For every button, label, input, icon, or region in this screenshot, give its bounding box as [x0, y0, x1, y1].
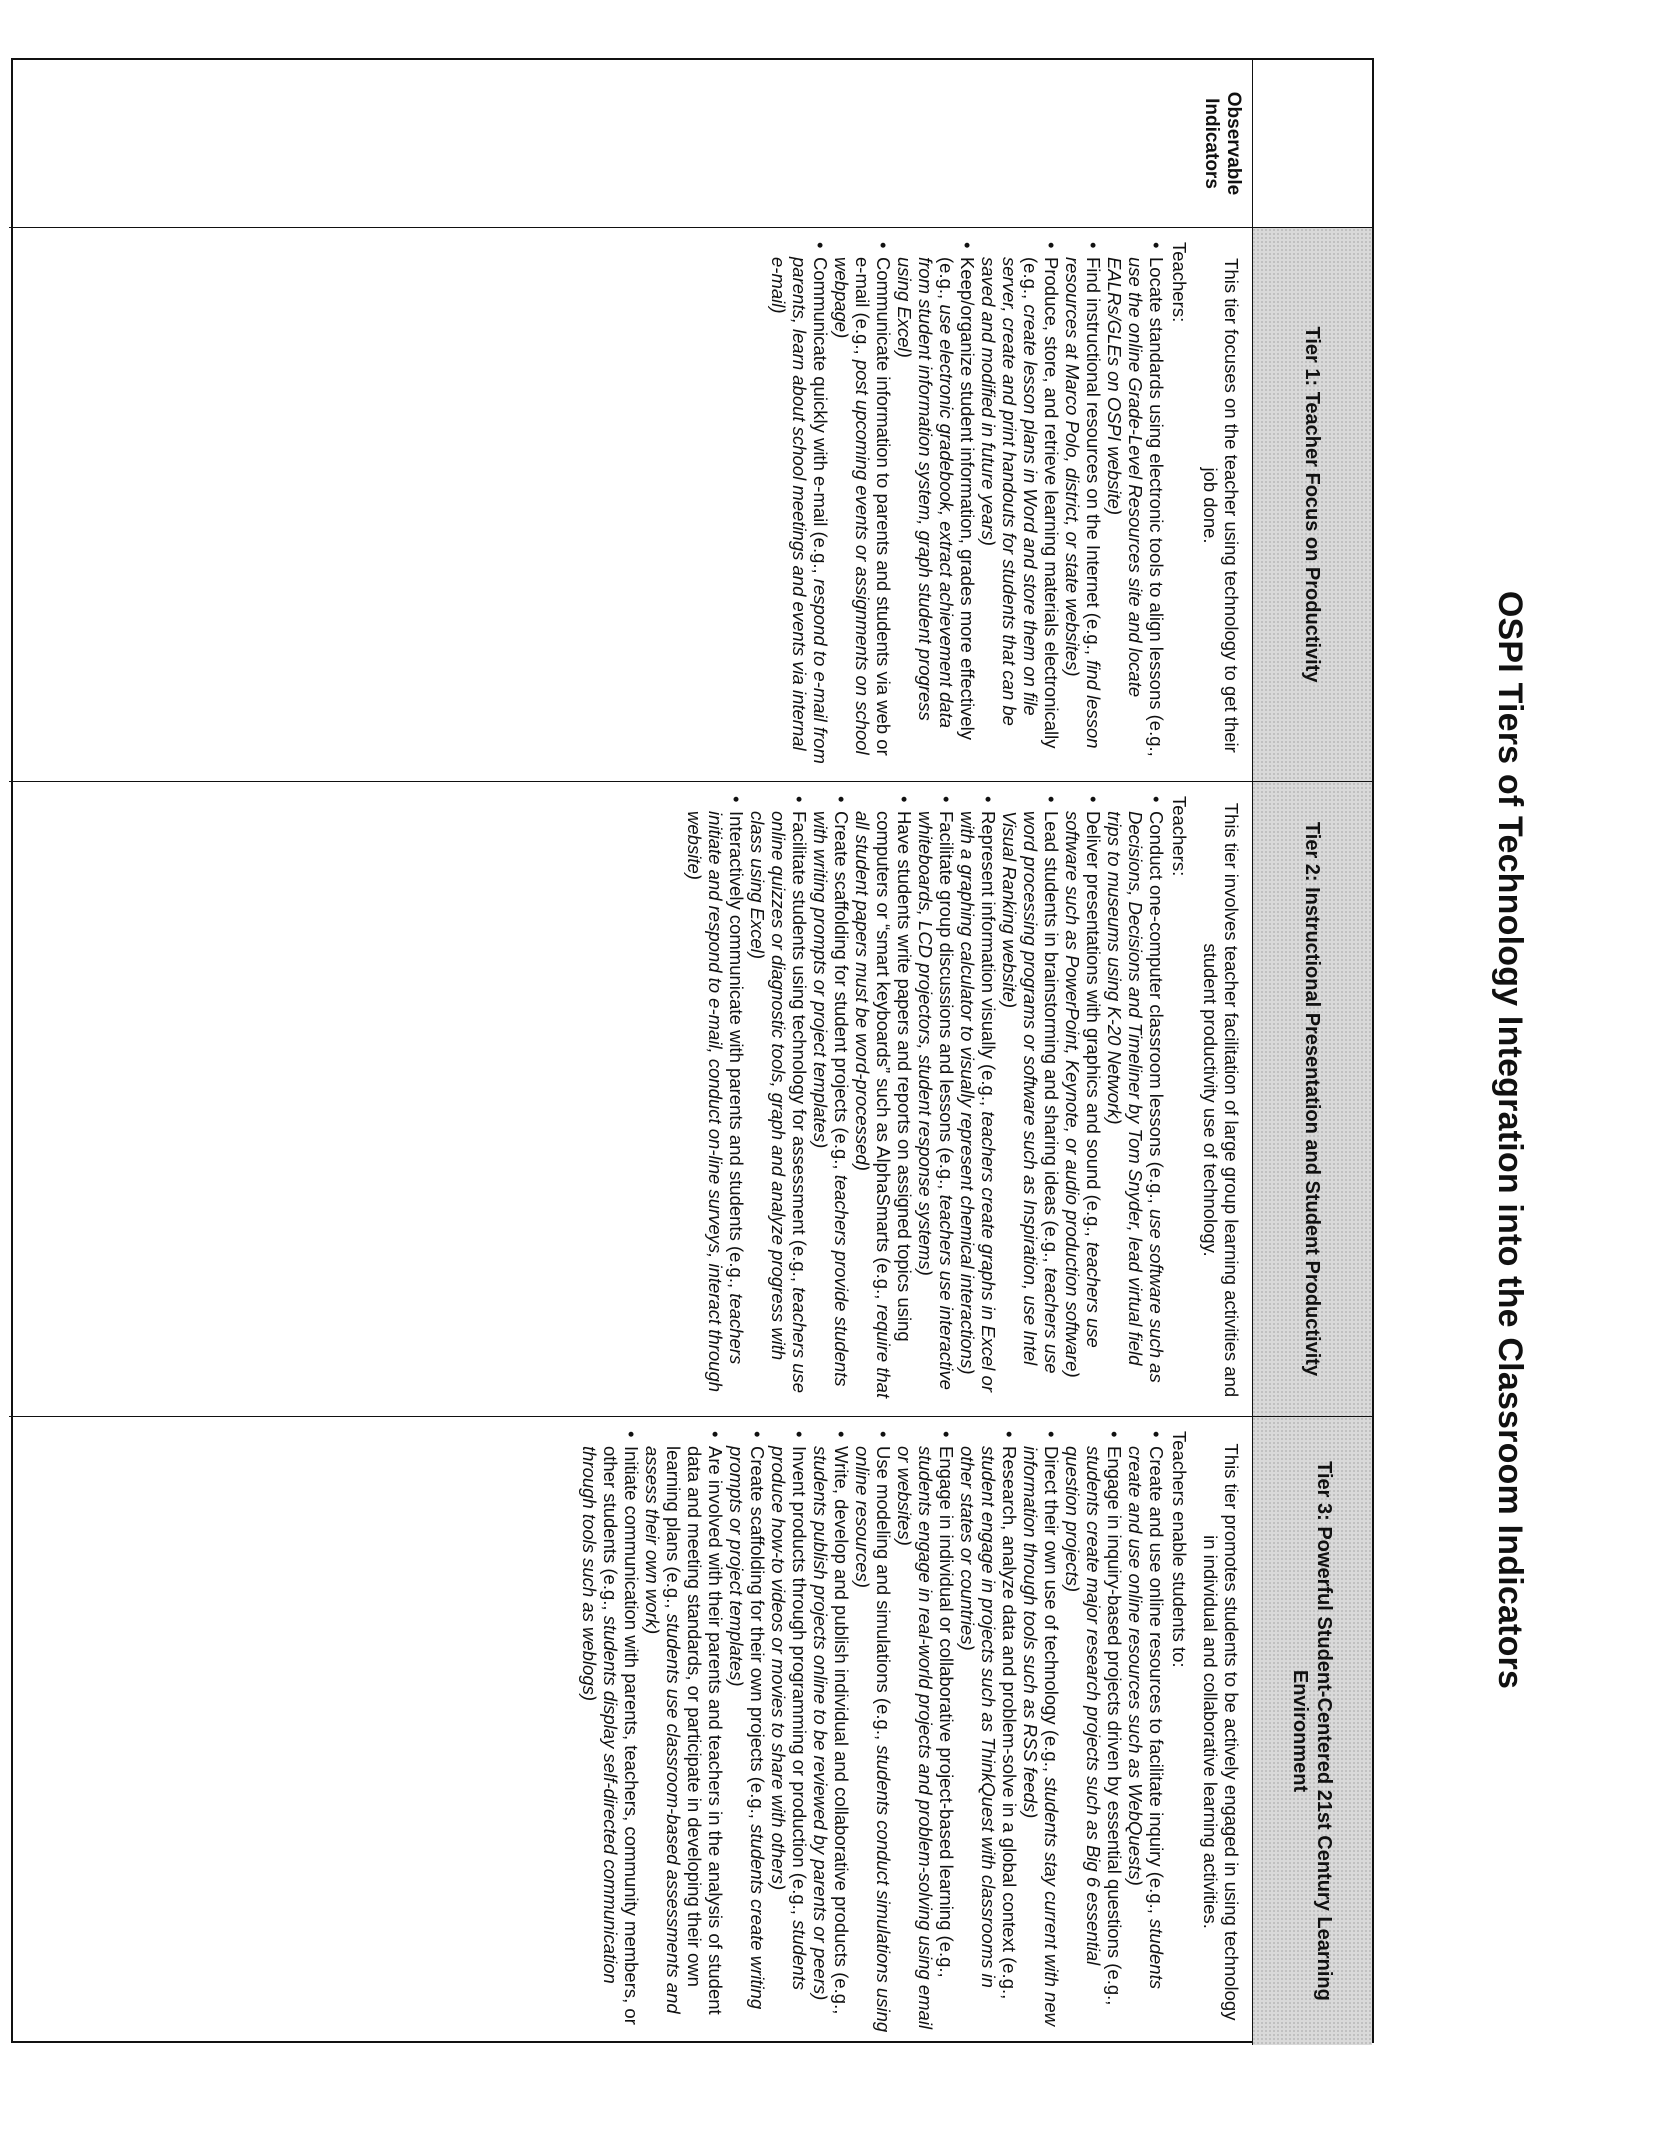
indicator-example: teachers provide students with writing prompts or project templates) — [810, 811, 852, 1387]
indicator-text: Facilitate students using technology for assessment (e.g., — [789, 811, 810, 1288]
bullet-icon: • — [1104, 1431, 1125, 1438]
indicator-text: Facilitate group discussions and lessons (e.g., — [936, 811, 957, 1195]
indicator-item — [579, 1431, 642, 2033]
indicator-example: respond to e-mail from parents, learn about school meetings and events via internal e-mail) — [768, 257, 831, 764]
indicator-item — [1062, 1431, 1125, 2033]
indicator-text: Write, develop and publish individual and collaborative products (e.g., — [831, 1446, 852, 2015]
indicator-text: Initiate communication with parents, teachers, community members, or other students (e.g., — [600, 1446, 642, 2025]
tier-2-cell — [9, 782, 1252, 1417]
indicator-text: Research, analyze data and problem-solve in a global context (e.g., — [999, 1446, 1020, 2000]
tiers-table — [11, 58, 1374, 2043]
bullet-icon: • — [1041, 796, 1062, 803]
bullet-icon: • — [789, 1431, 810, 1438]
indicator-item — [831, 242, 894, 769]
tier-intro: Teachers: — [1169, 796, 1190, 877]
bullet-icon: • — [705, 1431, 726, 1438]
bullet-icon: • — [1146, 242, 1167, 249]
indicator-item — [957, 796, 999, 1404]
bullet-icon: • — [1083, 796, 1104, 803]
indicator-item — [684, 796, 747, 1404]
tier-description: This tier promotes students to be actively engaged in using technology in individual and collaborative learning activities. — [1200, 1443, 1242, 2021]
indicator-item — [747, 796, 810, 1404]
indicator-item — [1020, 1431, 1062, 2033]
bullet-icon: • — [936, 1431, 957, 1438]
bullet-icon: • — [957, 242, 978, 249]
indicator-text: Conduct one-computer classroom lessons (e.g., — [1146, 811, 1167, 1209]
indicator-example: students engage in real-world projects and problem-solving using email or websites) — [894, 1446, 936, 2030]
bullet-icon: • — [621, 1431, 642, 1438]
indicator-text: Have students write papers and reports on assigned topics using computers or “smart keyboards” such as AlphaSmarts (e.g., — [873, 811, 915, 1342]
indicator-text: Direct their own use of technology (e.g., — [1041, 1446, 1062, 1778]
indicator-example: teachers use interactive whiteboards, LCD projectors, student response systems) — [915, 811, 957, 1390]
bullet-icon: • — [978, 796, 999, 803]
bullet-icon: • — [894, 796, 915, 803]
page-title: OSPI Tiers of Technology Integration into the Classroom Indicators — [1491, 590, 1529, 1690]
indicator-item — [810, 1431, 852, 2033]
indicator-text: Communicate information to parents and students via web or e-mail (e.g., — [852, 257, 894, 756]
indicator-text: Invent products through programming or production (e.g., — [789, 1446, 810, 1921]
bullet-icon: • — [1041, 1431, 1062, 1438]
bullet-icon: • — [810, 242, 831, 249]
indicator-text: Represent information visually (e.g., — [978, 811, 999, 1112]
bullet-icon: • — [1146, 796, 1167, 803]
bullet-icon: • — [831, 1431, 852, 1438]
indicator-example: students create writing prompts or project templates) — [726, 1446, 768, 2010]
indicator-text: Engage in inquiry-based projects driven by essential questions (e.g., — [1104, 1446, 1125, 2006]
indicator-text: Are involved with their parents and teachers in the analysis of student data and meeting standards, or participate in developing their own learning plans (e.g., — [663, 1446, 726, 2015]
indicator-text: Keep/organize student information, grades more effectively (e.g., — [936, 257, 978, 740]
indicator-item — [957, 1431, 1020, 2033]
indicator-example: post upcoming events or assignments on school webpage) — [831, 257, 873, 755]
indicator-text: Create and use online resources to facilitate inquiry (e.g., — [1146, 1446, 1167, 1920]
indicator-example: students display self-directed communication through tools such as weblogs) — [579, 1446, 621, 1984]
indicator-example: students produce how-to videos or movies to share with others) — [768, 1446, 810, 1990]
indicator-item — [852, 1431, 894, 2033]
tier-description: This tier involves teacher facilitation of large group learning activities and student productivity use of technology. — [1200, 802, 1242, 1398]
tier-1-cell — [9, 228, 1252, 782]
indicator-example: student engage in projects such as ThinkQuest with classrooms in other states or countries) — [957, 1446, 999, 1988]
indicator-example: students stay current with new information through tools such as RSS feeds) — [1020, 1446, 1062, 2026]
indicator-item — [1104, 796, 1167, 1404]
indicator-example: students create and use online resources such as WebQuests) — [1125, 1446, 1167, 1989]
indicator-list — [684, 796, 1167, 1404]
indicator-example: use the online Grade-Level Resources site and locate EALRs/GLEs on OSPI website) — [1104, 257, 1146, 698]
indicator-example: teachers use word processing programs or software such as Inspiration, use Intel Visual Ranking website) — [999, 811, 1062, 1374]
tier-3-cell — [9, 1417, 1252, 2045]
indicator-example: teachers use software such as PowerPoint, Keynote, or audio production software) — [1062, 811, 1104, 1378]
indicator-text: Locate standards using electronic tools to align lessons (e.g., — [1146, 257, 1167, 757]
indicator-text: Produce, store, and retrieve learning materials electronically (e.g., — [1020, 257, 1062, 749]
indicator-text: Create scaffolding for their own projects (e.g., — [747, 1446, 768, 1825]
bullet-icon: • — [936, 796, 957, 803]
indicator-text: Communicate quickly with e-mail (e.g., — [810, 257, 831, 579]
indicator-item — [978, 242, 1062, 769]
indicator-text: Find instructional resources on the Internet (e.g., — [1083, 257, 1104, 661]
tier-description: This tier focuses on the teacher using technology to get their job done. — [1200, 258, 1242, 753]
indicator-item — [726, 1431, 768, 2033]
bullet-icon: • — [831, 796, 852, 803]
indicator-text: Create scaffolding for student projects (e.g., — [831, 811, 852, 1175]
corner-header-cell — [1252, 60, 1372, 228]
indicator-item — [1062, 242, 1104, 769]
row-label-observable-indicators: Observable Indicators — [9, 60, 1252, 228]
indicator-example: students conduct simulations using online resources) — [852, 1446, 894, 2033]
indicator-item — [642, 1431, 726, 2033]
indicator-text: Use modeling and simulations (e.g., — [873, 1446, 894, 1746]
tier-intro: Teachers: — [1169, 242, 1190, 323]
indicator-item — [915, 796, 957, 1404]
indicator-item — [894, 1431, 957, 2033]
bullet-icon: • — [726, 796, 747, 803]
indicator-example: require that all student papers must be word-processed) — [852, 811, 894, 1399]
bullet-icon: • — [789, 796, 810, 803]
indicator-list — [768, 242, 1167, 769]
indicator-text: Lead students in brainstorming and sharing ideas (e.g., — [1041, 811, 1062, 1268]
indicator-example: create lesson plans in Word and store them on file server, create and print handouts for students that can be saved and modified in future years) — [978, 257, 1041, 726]
indicator-example: students publish projects online to be reviewed by parents or peers) — [810, 1446, 831, 2001]
indicator-example: teachers initiate and respond to e-mail, conduct on-line surveys, interact through website) — [684, 811, 747, 1393]
bullet-icon: • — [1041, 242, 1062, 249]
indicator-example: teachers use online quizzes or diagnostic tools, graph and analyze progress with class using Excel) — [747, 811, 810, 1394]
indicator-text: Interactively communicate with parents and students (e.g., — [726, 811, 747, 1294]
tier-2-header: Tier 2: Instructional Presentation and Student Productivity — [1252, 782, 1372, 1417]
tier-3-header: Tier 3: Powerful Student-Centered 21st Century Learning Environment — [1252, 1417, 1372, 2045]
indicator-item — [768, 242, 831, 769]
indicator-example: students create major research projects such as Big 6 essential question projects) — [1062, 1446, 1104, 1966]
bullet-icon: • — [873, 242, 894, 249]
indicator-example: teachers create graphs in Excel or with a graphing calculator to visually represent chemical interactions) — [957, 811, 999, 1392]
indicator-item — [852, 796, 915, 1404]
indicator-example: find lesson resources at Marco Polo, district, or state websites) — [1062, 257, 1104, 749]
indicator-item — [1062, 796, 1104, 1404]
indicator-item — [768, 1431, 810, 2033]
indicator-item — [810, 796, 852, 1404]
bullet-icon: • — [999, 1431, 1020, 1438]
indicator-item — [1125, 1431, 1167, 2033]
indicator-text: Deliver presentations with graphics and sound (e.g., — [1083, 811, 1104, 1242]
indicator-item — [999, 796, 1062, 1404]
tier-intro: Teachers enable students to: — [1169, 1431, 1190, 1668]
bullet-icon: • — [1146, 1431, 1167, 1438]
bullet-icon: • — [1083, 242, 1104, 249]
indicator-example: students use classroom-based assessments and assess their own work) — [642, 1446, 684, 2014]
tier-1-header: Tier 1: Teacher Focus on Productivity — [1252, 228, 1372, 782]
bullet-icon: • — [747, 1431, 768, 1438]
indicator-example: use software such as Decisions, Decisions and Timeliner by Tom Snyder, lead virtual field trips to museums using K-20 Network) — [1104, 811, 1167, 1383]
indicator-item — [894, 242, 978, 769]
indicator-text: Engage in individual or collaborative project-based learning (e.g., — [936, 1446, 957, 1978]
indicator-item — [1104, 242, 1167, 769]
indicator-list — [579, 1431, 1167, 2033]
indicator-example: use electronic gradebook, extract achievement data from student information system, graph student progress using Excel) — [894, 257, 957, 729]
bullet-icon: • — [873, 1431, 894, 1438]
